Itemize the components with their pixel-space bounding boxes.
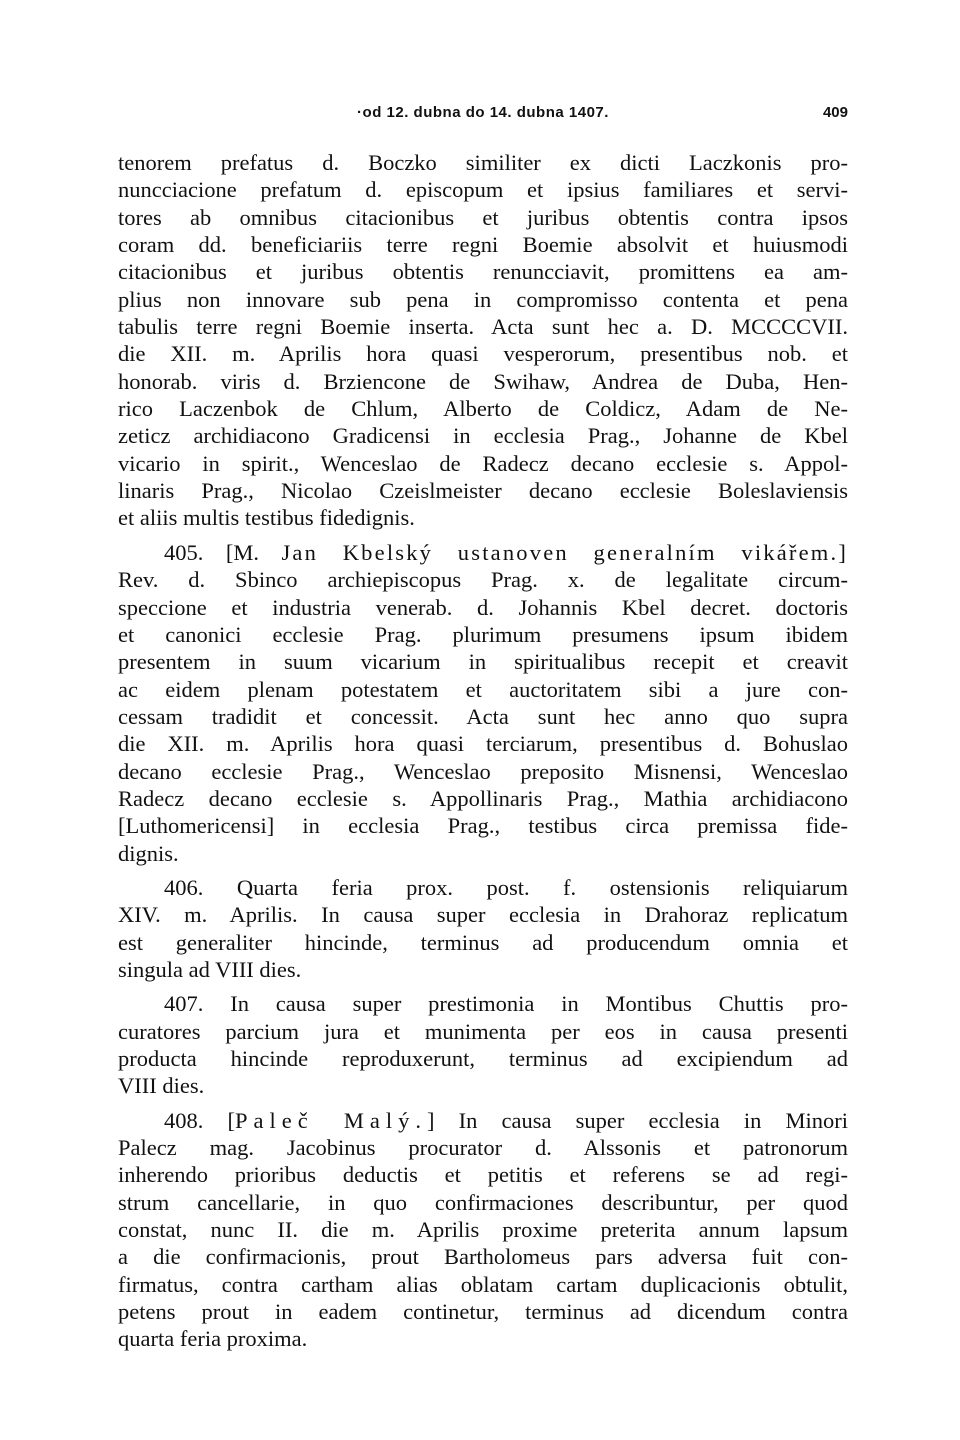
running-head [118, 104, 848, 128]
text-line: speccione et industria venerab. d. Johannis Kbel decret. doctoris [118, 594, 848, 620]
entry-406 [118, 874, 848, 983]
entry-405 [118, 539, 848, 867]
text-line: citacionibus et juribus obtentis renuncciavit, promittens ea am- [118, 259, 848, 285]
text-line: tores ab omnibus citacionibus et juribus obtentis contra ipsos [118, 204, 848, 230]
text-line: cessam tradidit et concessit. Acta sunt hec anno quo supra [118, 703, 848, 729]
text-line: singula ad VIII dies. [118, 956, 302, 982]
text-line: plius non innovare sub pena in compromisso contenta et pena [118, 286, 848, 312]
text-line: Palecz mag. Jacobinus procurator d. Alssonis et patronorum [118, 1135, 848, 1161]
text-line: producta hincinde reproduxerunt, terminus ad excipiendum ad [118, 1046, 848, 1071]
text-line: et aliis multis testibus fidedignis. [118, 505, 415, 531]
text-line: firmatus, contra cartham alias oblatam cartam duplicacionis obtulit, [118, 1271, 848, 1297]
text-line: decano ecclesie Prag., Wenceslao preposito Misnensi, Wenceslao [118, 758, 848, 784]
text-line: coram dd. beneficiariis terre regni Boemie absolvit et huiusmodi [118, 232, 848, 258]
entry-heading-line [118, 539, 848, 566]
text-line: et canonici ecclesie Prag. plurimum presumens ipsum ibidem [118, 621, 848, 647]
text-line: constat, nunc II. die m. Aprilis proxime preterita annum lapsum [118, 1217, 848, 1243]
text-line: XIV. m. Aprilis. In causa super ecclesia in Drahoraz replicatum [118, 902, 848, 928]
entry-407 [118, 990, 848, 1099]
text-line: a die confirmacionis, prout Bartholomeus pars adversa fuit con- [118, 1244, 848, 1270]
text-line: strum cancellarie, in quo confirmaciones describuntur, per quod [118, 1189, 848, 1215]
entry-number: 408. [ [164, 1107, 236, 1133]
entry-408 [118, 1107, 848, 1353]
entry-text: ] In causa super ecclesia in Minori [427, 1107, 849, 1133]
entry-heading: Paleč Malý. [235, 1107, 428, 1133]
text-line: tabulis terre regni Boemie inserta. Acta sunt hec a. D. MCCCCVII. [118, 314, 848, 340]
text-line: est generaliter hincinde, terminus ad producendum omnia et [118, 929, 848, 955]
text-line: quarta feria proxima. [118, 1326, 308, 1352]
text-line: curatores parcium jura et munimenta per eos in causa presenti [118, 1018, 848, 1044]
text-line: ac eidem plenam potestatem et auctoritatem sibi a jure con- [118, 676, 848, 702]
body-text [118, 149, 848, 1353]
text-line: Rev. d. Sbinco archiepiscopus Prag. x. de legalitate circum- [118, 567, 848, 593]
page-number: 409 [822, 104, 848, 121]
text-line: zeticz archidiacono Gradicensi in ecclesia Prag., Johanne de Kbel [118, 423, 848, 449]
paragraph-gap [118, 983, 848, 990]
text-line: die XII. m. Aprilis hora quasi terciarum, presentibus d. Bohuslao [118, 731, 848, 757]
text-line: vicario in spirit., Wenceslao de Radecz decano ecclesie s. Appol- [118, 450, 848, 476]
text-line: 407. In causa super prestimonia in Montibus Chuttis pro- [164, 991, 848, 1017]
text-line: 406. Quarta feria prox. post. f. ostensionis reliquiarum [164, 874, 848, 900]
text-line: [Luthomericensi] in ecclesia Prag., testibus circa premissa fide- [118, 813, 848, 839]
text-line: presentem in suum vicarium in spiritualibus recepit et creavit [118, 649, 848, 675]
paragraph-gap [118, 1100, 848, 1107]
text-line: linaris Prag., Nicolao Czeislmeister decano ecclesie Boleslaviensis [118, 478, 848, 504]
text-line: dignis. [118, 840, 179, 866]
text-line: petens prout in eadem continetur, terminus ad dicendum contra [118, 1299, 848, 1325]
entry-heading-line [118, 1107, 848, 1134]
paragraph-gap [118, 532, 848, 539]
entry-heading: Jan Kbelský ustanoven generalním vikářem.] [281, 539, 849, 565]
text-line: Radecz decano ecclesie s. Appollinaris Prag., Mathia archidiacono [118, 785, 848, 811]
text-line: inherendo prioribus deductis et petitis et referens se ad regi- [118, 1162, 848, 1188]
entry-404-continuation [118, 149, 848, 532]
running-title: ·od 12. dubna do 14. dubna 1407. [357, 104, 609, 121]
text-line: rico Laczenbok de Chlum, Alberto de Coldicz, Adam de Ne- [118, 396, 848, 422]
text-line: honorab. viris d. Brziencone de Swihaw, Andrea de Duba, Hen- [118, 368, 848, 394]
entry-number: 405. [M. [164, 539, 259, 565]
text-line: die XII. m. Aprilis hora quasi vesperorum, presentibus nob. et [118, 341, 848, 367]
text-line: VIII dies. [118, 1073, 205, 1099]
text-line: nuncciacione prefatum d. episcopum et ipsius familiares et servi- [118, 177, 848, 203]
text-line: tenorem prefatus d. Boczko similiter ex dicti Laczkonis pro- [118, 150, 848, 175]
paragraph-gap [118, 867, 848, 874]
